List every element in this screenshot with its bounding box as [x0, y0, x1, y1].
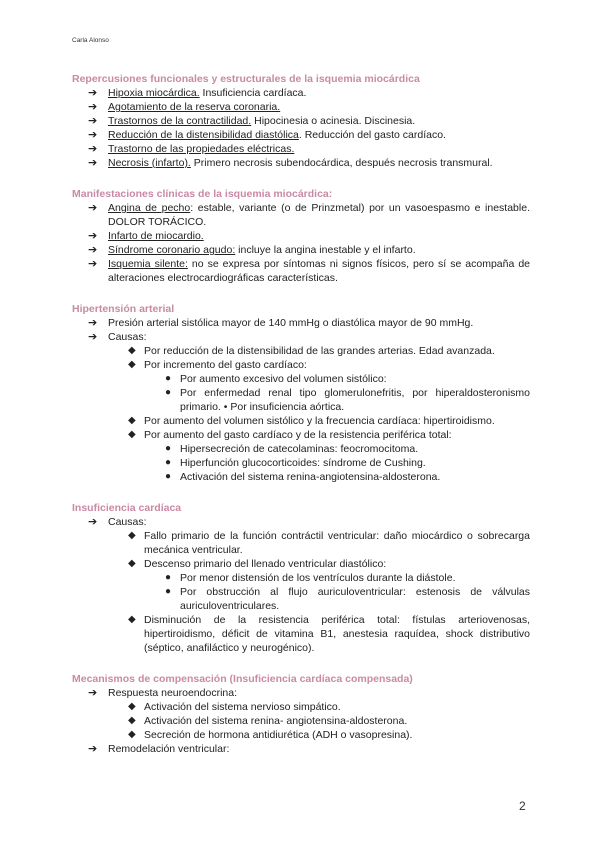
section-hipertension [72, 302, 530, 484]
list-item: ● Hiperfunción glucocorticoides: síndrome de Cushing. [165, 457, 426, 469]
arrow-bullet-icon: ➔ [88, 202, 98, 214]
bullet-list [72, 742, 530, 756]
bullet-list [72, 571, 530, 613]
list-item: ◆ Por incremento del gasto cardíaco: [128, 359, 307, 371]
list-item: ● Por enfermedad renal tipo glomerulonefritis, por hiperaldosteronismo primario. • Por insuficiencia aórtica. [165, 387, 530, 413]
bullet-list [72, 86, 530, 170]
diamond-bullet-icon: ◆ [128, 729, 136, 740]
section-repercusiones [72, 72, 530, 170]
diamond-bullet-icon: ◆ [128, 359, 136, 370]
diamond-bullet-icon: ◆ [128, 530, 136, 541]
bullet-list [72, 316, 530, 344]
dot-bullet-icon: ● [165, 373, 172, 384]
bullet-list [72, 700, 530, 742]
arrow-bullet-icon: ➔ [88, 230, 98, 242]
diamond-bullet-icon: ◆ [128, 715, 136, 726]
diamond-bullet-icon: ◆ [128, 415, 136, 426]
section-title: Manifestaciones clínicas de la isquemia miocárdica: [72, 188, 333, 200]
arrow-bullet-icon: ➔ [88, 143, 98, 155]
dot-bullet-icon: ● [165, 471, 172, 482]
arrow-bullet-icon: ➔ [88, 743, 98, 755]
arrow-bullet-icon: ➔ [88, 115, 98, 127]
list-item: ➔ Síndrome coronario agudo: incluye la angina inestable y el infarto. [88, 244, 416, 256]
arrow-bullet-icon: ➔ [88, 87, 98, 99]
diamond-bullet-icon: ◆ [128, 614, 136, 625]
list-item: ➔ Necrosis (infarto). Primero necrosis subendocárdica, después necrosis transmural. [88, 157, 493, 169]
list-item: ◆ Por reducción de la distensibilidad de las grandes arterias. Edad avanzada. [128, 345, 495, 357]
arrow-bullet-icon: ➔ [88, 101, 98, 113]
diamond-bullet-icon: ◆ [128, 701, 136, 712]
list-item: ➔ Angina de pecho: estable, variante (o de Prinzmetal) por un vasoespasmo e inestable. DOLOR TORÁCICO. [88, 202, 530, 228]
list-item: ➔ Agotamiento de la reserva coronaria. [88, 101, 281, 113]
list-item: ◆ Activación del sistema nervioso simpático. [128, 701, 341, 713]
section-title: Mecanismos de compensación (Insuficiencia cardíaca compensada) [72, 673, 413, 685]
list-item: ➔ Trastorno de las propiedades eléctricas. [88, 143, 295, 155]
list-item: ➔ Infarto de miocardio. [88, 230, 204, 242]
bullet-list [72, 686, 530, 700]
section-title: Hipertensión arterial [72, 303, 175, 315]
list-item: ➔ Causas: [88, 331, 147, 343]
diamond-bullet-icon: ◆ [128, 429, 136, 440]
list-item: ➔ Remodelación ventricular: [88, 743, 230, 755]
list-item: ● Por menor distensión de los ventrículos durante la diástole. [165, 572, 456, 584]
list-item: ◆ Activación del sistema renina- angiotensina-aldosterona. [128, 715, 408, 727]
list-item: ● Por obstrucción al flujo auriculoventricular: estenosis de válvulas auriculoventriculares. [165, 586, 530, 612]
bullet-list [72, 529, 530, 571]
list-item: ● Por aumento excesivo del volumen sistólico: [165, 373, 387, 385]
arrow-bullet-icon: ➔ [88, 129, 98, 141]
bullet-list [72, 515, 530, 529]
section-title: Repercusiones funcionales y estructurales de la isquemia miocárdica [72, 73, 420, 85]
arrow-bullet-icon: ➔ [88, 516, 98, 528]
diamond-bullet-icon: ◆ [128, 345, 136, 356]
list-item: ◆ Fallo primario de la función contráctil ventricular: daño miocárdico o sobrecarga mecánica ventricular. [128, 530, 530, 556]
list-item: ● Hipersecreción de catecolaminas: feocromocitoma. [165, 443, 419, 455]
bullet-list [72, 414, 530, 442]
dot-bullet-icon: ● [165, 387, 172, 398]
list-item: ◆ Descenso primario del llenado ventricular diastólico: [128, 558, 387, 570]
bullet-list [72, 613, 530, 655]
list-item: ➔ Hipoxia miocárdica. Insuficiencia cardíaca. [88, 87, 307, 99]
list-item: ➔ Reducción de la distensibilidad diastólica. Reducción del gasto cardíaco. [88, 129, 446, 141]
list-item: ● Activación del sistema renina-angiotensina-aldosterona. [165, 471, 441, 483]
list-item: ➔ Trastornos de la contractilidad. Hipocinesia o acinesia. Discinesia. [88, 115, 416, 127]
page-number: 2 [519, 799, 526, 813]
list-item: ➔ Isquemia silente: no se expresa por síntomas ni signos físicos, pero sí se acompaña de alteraciones electrocardiográficas características. [88, 258, 531, 284]
dot-bullet-icon: ● [165, 443, 172, 454]
list-item: ➔ Presión arterial sistólica mayor de 140 mmHg o diastólica mayor de 90 mmHg. [88, 317, 474, 329]
list-item: ◆ Secreción de hormona antidiurética (ADH o vasopresina). [128, 729, 413, 741]
section-insuficiencia [72, 501, 530, 655]
header-author: Carla Alonso [72, 37, 109, 44]
arrow-bullet-icon: ➔ [88, 157, 98, 169]
arrow-bullet-icon: ➔ [88, 317, 98, 329]
bullet-list [72, 442, 530, 484]
bullet-list [72, 201, 530, 285]
list-item: ➔ Causas: [88, 516, 147, 528]
arrow-bullet-icon: ➔ [88, 331, 98, 343]
list-item: ◆ Por aumento del gasto cardíaco y de la resistencia periférica total: [128, 429, 452, 441]
section-title: Insuficiencia cardíaca [72, 502, 182, 514]
bullet-list [72, 344, 530, 372]
document-body [72, 70, 530, 756]
dot-bullet-icon: ● [165, 572, 172, 583]
list-item: ◆ Por aumento del volumen sistólico y la frecuencia cardíaca: hipertiroidismo. [128, 415, 495, 427]
list-item: ◆ Disminución de la resistencia periférica total: fístulas arteriovenosas, hipertiroidismo, déficit de vitamina B1, anestesia raquídea, shock distributivo (séptico, anafiláctico y neurogénico). [128, 614, 530, 654]
section-manifestaciones [72, 187, 530, 285]
bullet-list [72, 372, 530, 414]
arrow-bullet-icon: ➔ [88, 687, 98, 699]
arrow-bullet-icon: ➔ [88, 258, 98, 270]
dot-bullet-icon: ● [165, 457, 172, 468]
diamond-bullet-icon: ◆ [128, 558, 136, 569]
dot-bullet-icon: ● [165, 586, 172, 597]
list-item: ➔ Respuesta neuroendocrina: [88, 687, 238, 699]
arrow-bullet-icon: ➔ [88, 244, 98, 256]
section-mecanismos [72, 672, 530, 756]
